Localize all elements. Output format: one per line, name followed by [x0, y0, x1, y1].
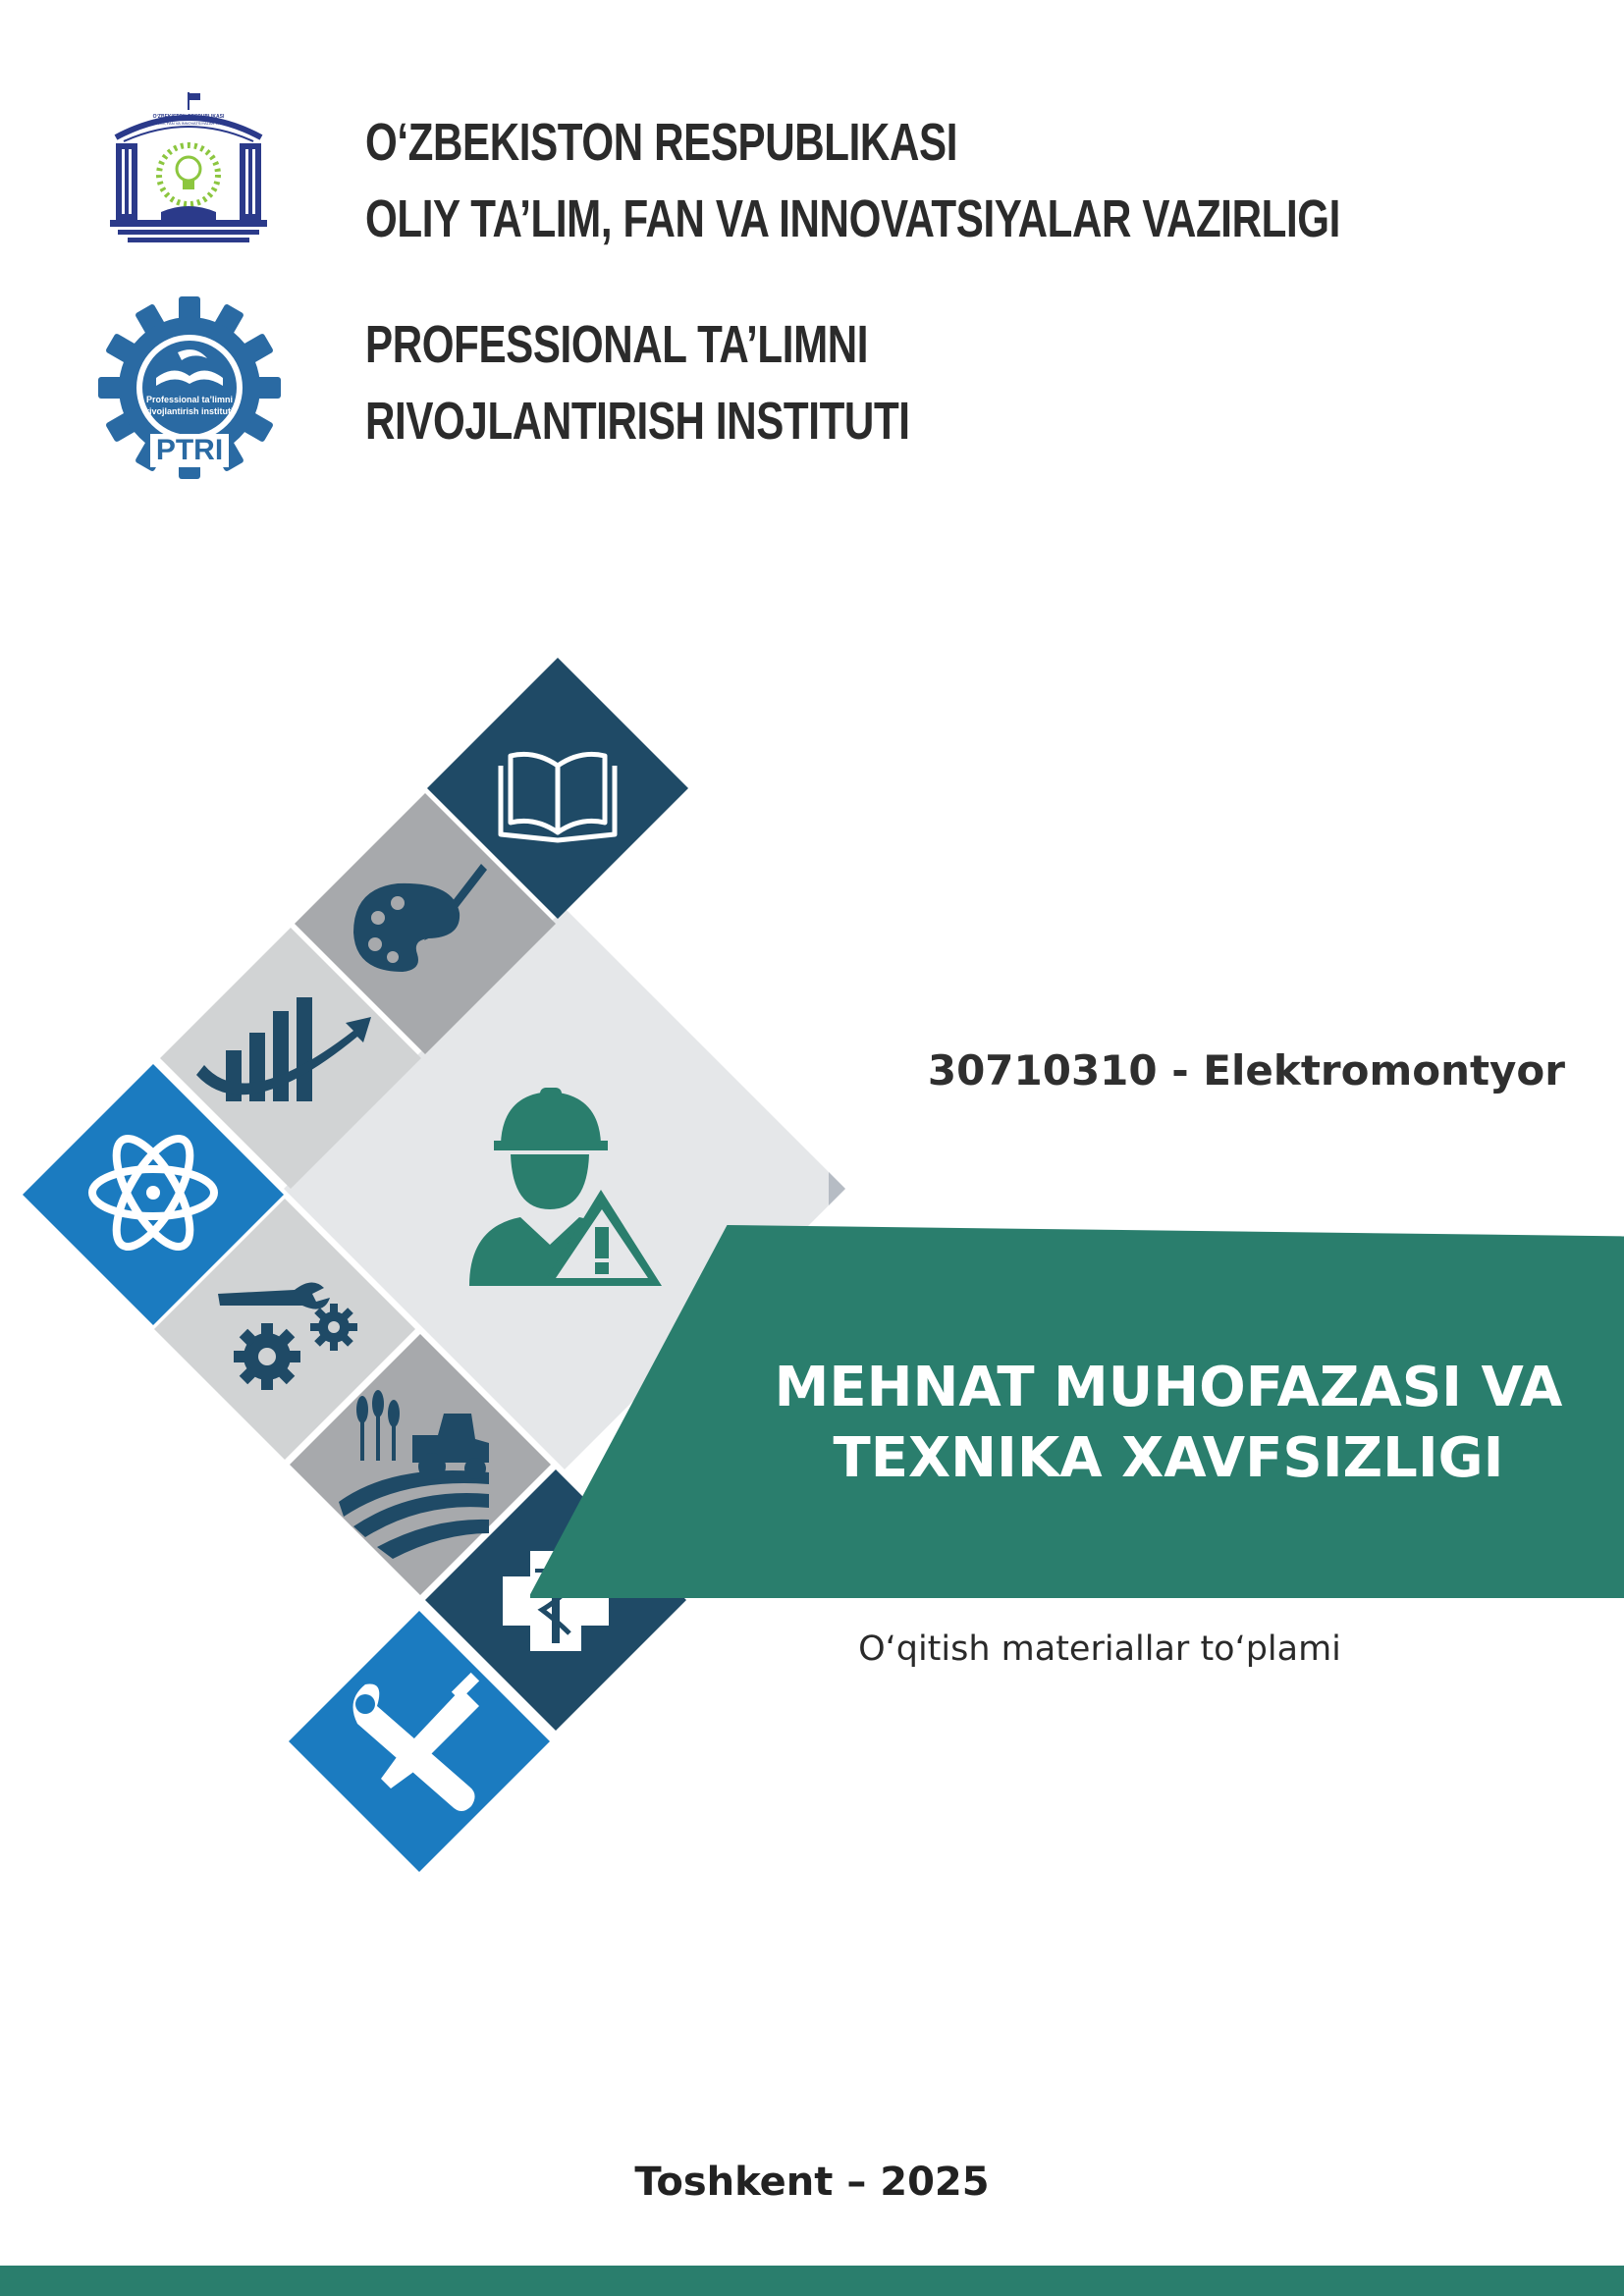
ptri-logo-text-2: rivojlantirish instituti — [145, 406, 234, 416]
ministry-logo — [110, 90, 267, 247]
document-title — [746, 1353, 1591, 1494]
program-code: 30710310 - Elektromontyor — [927, 1046, 1565, 1095]
ministry-name-line-1: O‘ZBEKISTON RESPUBLIKASI — [365, 113, 958, 172]
ministry-name-line-2: OLIY TA’LIM, FAN VA INNOVATSIYALAR VAZIRLIGI — [365, 189, 1340, 248]
bottom-bar — [0, 2266, 1624, 2296]
ministry-logo-tiny-text-2: OLIY TA’LIM, FAN VA INNOVATSIYALAR VAZIRLIGI — [142, 121, 235, 126]
ptri-logo-text-1: Professional ta’limni — [145, 395, 234, 404]
ptri-logo — [98, 296, 281, 479]
document-subtitle: O‘qitish materiallar to‘plami — [858, 1629, 1341, 1669]
ministry-logo-tiny-text-1: O‘ZBEKISTON RESPUBLIKASI — [152, 114, 225, 120]
footer-place-year: Toshkent – 2025 — [634, 2160, 990, 2205]
title-line-2: TEXNIKA XAVFSIZLIGI — [833, 1426, 1504, 1490]
title-line-1: MEHNAT MUHOFAZASI VA — [774, 1356, 1563, 1419]
ptri-logo-abbr: PTRI — [150, 434, 229, 467]
institute-name-line-2: RIVOJLANTIRISH INSTITUTI — [365, 392, 910, 451]
institute-name-line-1: PROFESSIONAL TA’LIMNI — [365, 315, 869, 374]
